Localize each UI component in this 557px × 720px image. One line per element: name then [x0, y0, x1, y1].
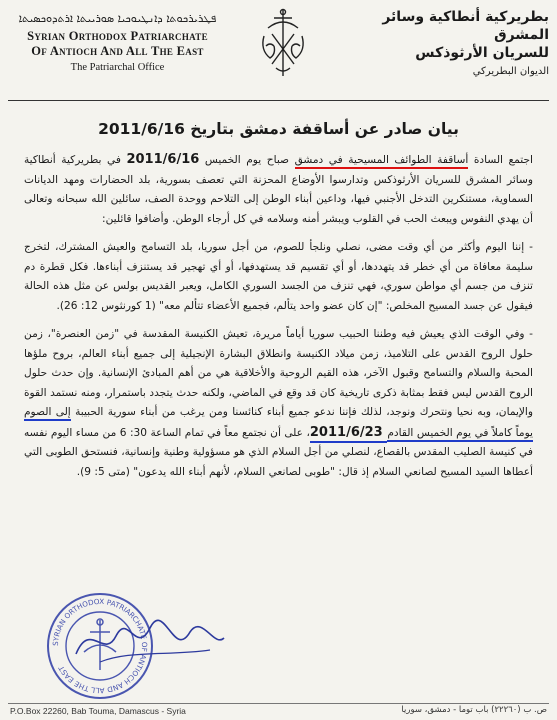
header-divider	[8, 100, 549, 101]
paragraph-1	[24, 150, 533, 229]
arabic-office: الديوان البطريركي	[472, 66, 549, 77]
syriac-title: ܦܛܪܝܪܟܘܬܐ ܕܐܢܛܝܘܟܝܐ ܣܘܪܝܝܬܐ ܐܪܬܕܘܟܣܝܬܐ	[18, 12, 217, 25]
p1-text-c: في بطريركية أنطاكية وسائر المشرق للسريان الأرثوذكس وتدارسوا الأوضاع المحزنة التي تعصف بسورية، بلد الحضارات ومهد الديانات السماوية، مستنكرين التدخل الأجنبي فيها، وداعين أبناء الوطن إلى التلاحم ووحدة الصف، سائلين الله سبحانه وتعالى أن يهدي النفوس ويبعث الحب في القلوب ويبشر أمنه وسلامه في كل أرجاء الوطن. وأضافوا قائلين:	[24, 154, 533, 225]
arabic-title-line-1: بطريركية أنطاكية وسائر المشرق	[382, 9, 549, 43]
underlined-fast-day: إلى الصوم يوماً كاملاً في يوم الخميس القادم	[24, 406, 533, 442]
english-title-line-1: Syrian Orthodox Patriarchate	[27, 29, 208, 43]
meeting-date: 2011/6/16	[126, 152, 200, 167]
statement-body	[24, 150, 533, 491]
p3-text-b: ، على أن نجتمع معاً في تمام الساعة 30: 6 من مساء اليوم نفسه في كنيسة الصليب المقدس بالقصاع، لنصلي من أجل السلام الذي هو مسؤولية وطنية وإنسانية، فنستحق الطوبى التي أعطاها السيد المسيح لصانعي السلام إذ قال: "طوبى لصانعي السلام، لأنهم أبناء الله يدعون" (متى 5: 9).	[24, 426, 533, 478]
letterhead-arabic	[329, 8, 549, 77]
english-office: The Patriarchal Office	[70, 62, 165, 73]
fast-date: 2011/6/23	[310, 425, 387, 443]
paragraph-2: - إننا اليوم وأكثر من أي وقت مضى، نصلي ونلجأ للصوم، من أجل سوريا، بلد التسامح والعيش المشترك، لتخرج سليمة معافاة من أي خطر قد يتهددها، أو أي تقسيم قد يستهدفها، أو أي تهجير قد يستنزف أبناءها. فكل قطرة دم تنزف من جسم أي مواطن سوري، فهي تنزف من الجسد السوري الكامل، ويعبر القديس بولس عن مثل هذه الحالة فيقول عن جسد المسيح المخلص: "إن كان عضو واحد يتألم، فجميع الأعضاء تتألم معه" (1 كورنثوس 12: 26).	[24, 241, 533, 312]
arabic-title-line-2: للسريان الأرثوذكس	[415, 45, 549, 61]
statement-heading: بيان صادر عن أساقفة دمشق بتاريخ 2011/6/16	[98, 120, 459, 138]
seal-text: SYRIAN ORTHODOX PATRIARCHATE OF ANTIOCH AND ALL THE EAST	[50, 596, 150, 696]
underlined-bishops: أساقفة الطوائف المسيحية في دمشق	[295, 154, 469, 169]
p1-text-b: صباح يوم الخميس	[199, 154, 295, 166]
patriarchate-emblem-icon	[254, 6, 312, 80]
english-title-line-2: Of Antioch And All The East	[31, 44, 204, 58]
p1-text-a: اجتمع السادة	[468, 154, 533, 166]
signature-icon	[70, 610, 230, 670]
footer-address-english: P.O.Box 22260, Bab Touma, Damascus - Syria	[10, 706, 186, 716]
footer-divider	[8, 703, 549, 704]
p3-text-a: - وفي الوقت الذي يعيش فيه وطننا الحبيب سوريا أياماً مريرة، تعيش الكنيسة المقدسة في "زمن العنصرة"، زمن حلول الروح القدس على التلاميذ، زمن ميلاد الكنيسة وانطلاق البشارة الإنجيلية إلى جميع أبناء العالم، بروح ملؤها المحبة والسلام والتسامح وقبول الآخر، هذه القيم الروحية والأخلاقية هي من أهم المبادئ الإنسانية. وإن حدث حلول الروح القدس ليس فقط بمثابة ذكرى تاريخية كان قد وقع في الماضي، ولكنه حدث يتجدد باستمرار، ومنه نستمد القوة والإيمان، وبه نحيا ونتحرك ونوجد، لذلك فإننا ندعو جميع أبناء كنائسنا ومن يرغب من أبناء سورية الحبيبة	[24, 328, 533, 418]
footer-address-arabic: ص. ب (٢٢٢٦٠) باب توما - دمشق، سوريا	[401, 705, 547, 715]
letterhead-english	[10, 12, 225, 73]
paragraph-3	[24, 325, 533, 482]
